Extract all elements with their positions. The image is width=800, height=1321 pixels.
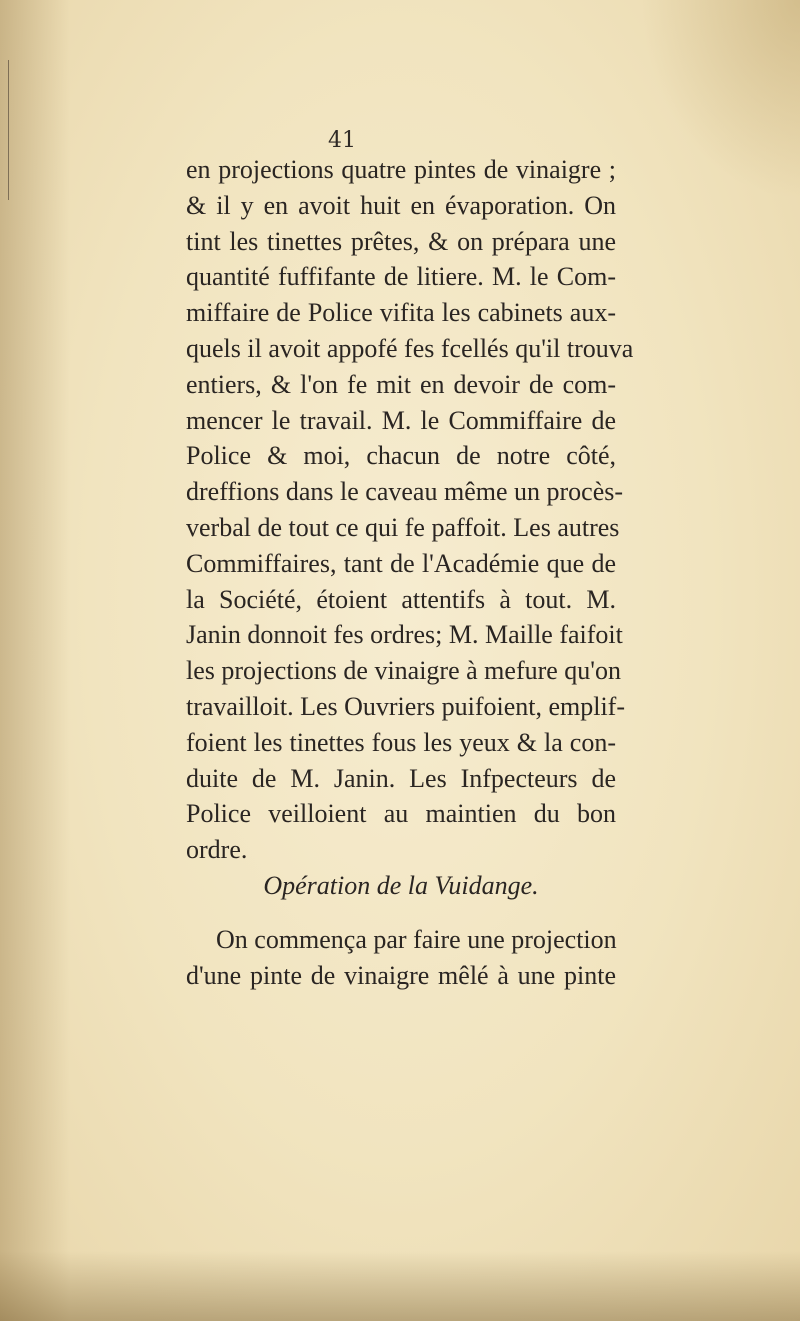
- text-line: Commiffaires, tant de l'Académie que de: [186, 548, 616, 578]
- text-line: travailloit. Les Ouvriers puifoient, emplif-: [186, 691, 625, 721]
- text-line: quels il avoit appofé fes fcellés qu'il trouva: [186, 333, 634, 363]
- text-line: miffaire de Police vifita les cabinets aux-: [186, 298, 616, 328]
- page-edge-shadow-left: [0, 0, 70, 1321]
- page-fold-line: [0, 60, 9, 200]
- text-line: d'une pinte de vinaigre mêlé à une pinte: [186, 960, 616, 990]
- text-line: la Société, étoient attentifs à tout. M.: [186, 584, 616, 614]
- text-line: & il y en avoit huit en évaporation. On: [186, 190, 616, 220]
- text-line: quantité fuffifante de litiere. M. le Com-: [186, 262, 616, 292]
- text-line: mencer le travail. M. le Commiffaire de: [186, 405, 616, 435]
- page-number: 41: [328, 128, 356, 153]
- text-line: entiers, & l'on fe mit en devoir de com-: [186, 369, 616, 399]
- page-edge-shadow-bottom: [0, 1251, 800, 1321]
- page-stain-top-right: [640, 0, 800, 200]
- text-line: On commença par faire une projection: [216, 924, 617, 954]
- text-line: Janin donnoit fes ordres; M. Maille faifoit: [186, 620, 623, 650]
- text-line: les projections de vinaigre à mefure qu'on: [186, 656, 621, 686]
- section-heading: Opération de la Vuidange.: [263, 870, 539, 900]
- text-line: verbal de tout ce qui fe paffoit. Les autres: [186, 512, 620, 542]
- body-text: [186, 152, 634, 993]
- paragraph-1: [186, 152, 634, 868]
- text-line: ordre.: [186, 835, 248, 865]
- text-line: en projections quatre pintes de vinaigre ;: [186, 155, 616, 184]
- text-line: duite de M. Janin. Les Infpecteurs de: [186, 763, 616, 793]
- paragraph-2: [186, 922, 616, 994]
- text-line: Police & moi, chacun de notre côté,: [186, 441, 616, 471]
- text-line: foient les tinettes fous les yeux & la con-: [186, 727, 616, 757]
- text-line: Police veilloient au maintien du bon: [186, 799, 616, 829]
- text-line: tint les tinettes prêtes, & on prépara une: [186, 226, 616, 256]
- text-line: dreffions dans le caveau même un procès-: [186, 477, 624, 507]
